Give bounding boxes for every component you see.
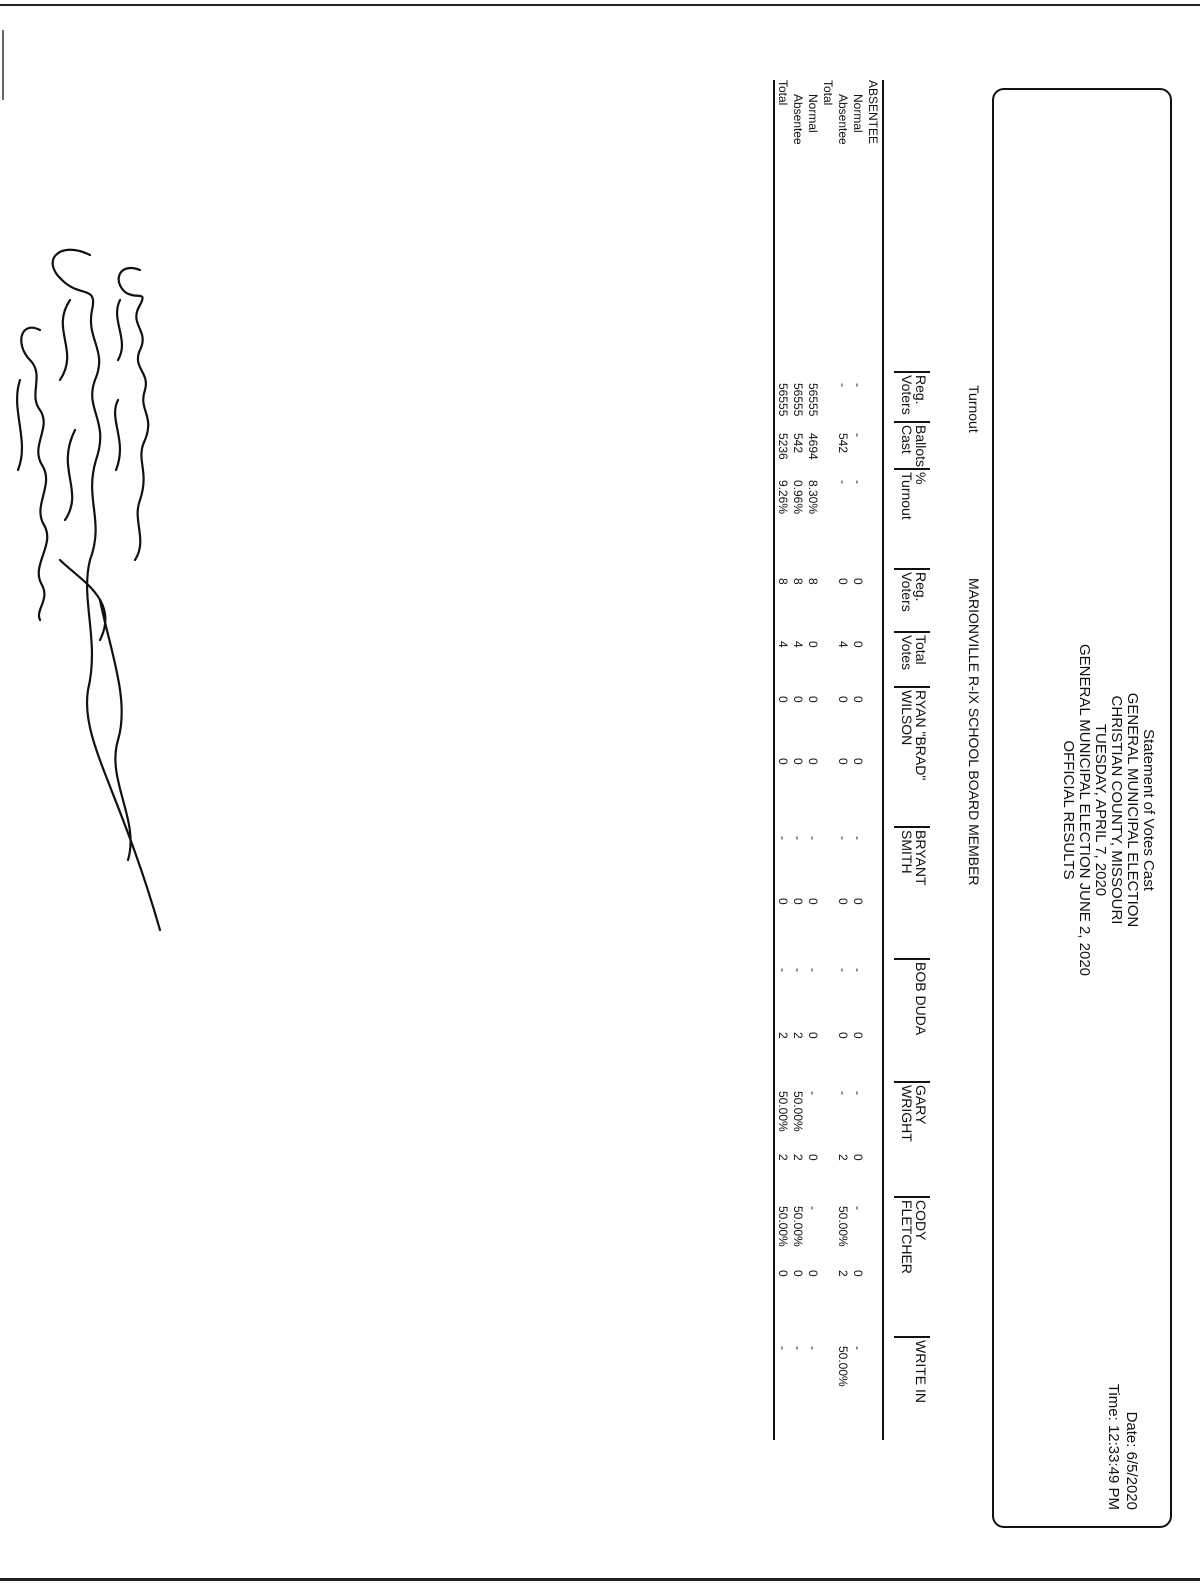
turnout-cell: 9.26%: [776, 480, 790, 515]
report-date: Date: 6/5/2020: [1123, 1411, 1140, 1510]
contest-column-header: BOB DUDA: [913, 962, 929, 1036]
contest-column-header: Reg. Voters: [899, 572, 929, 612]
vote-cell: 4: [836, 641, 850, 648]
vote-cell: 50.00%: [791, 1091, 805, 1132]
vote-cell: -: [851, 1346, 865, 1350]
vote-cell: 8: [806, 578, 820, 585]
turnout-column-header: Ballots Cast: [899, 425, 929, 468]
vote-cell: 50.00%: [836, 1206, 850, 1247]
vote-cell: 0: [806, 1154, 820, 1161]
vote-cell: -: [851, 968, 865, 972]
vote-cell: 50.00%: [776, 1206, 790, 1247]
vote-cell: -: [791, 836, 805, 840]
turnout-cell: 8.30%: [806, 480, 820, 515]
turnout-cell: 56555: [791, 383, 805, 417]
vote-cell: 0: [791, 696, 805, 703]
contest-column-header: BRYANT SMITH: [899, 830, 929, 886]
vote-cell: 0: [806, 696, 820, 703]
turnout-cell: 56555: [806, 383, 820, 417]
vote-cell: 2: [836, 1154, 850, 1161]
vote-cell: -: [806, 836, 820, 840]
turnout-label: Turnout: [966, 385, 982, 433]
turnout-cell: 542: [791, 433, 805, 454]
vote-cell: -: [851, 1206, 865, 1210]
vote-cell: -: [791, 1346, 805, 1350]
contest-label: MARIONVILLE R-IX SCHOOL BOARD MEMBER: [966, 578, 982, 886]
vote-cell: 4: [776, 641, 790, 648]
vote-cell: 0: [776, 758, 790, 765]
table-row-label: Normal: [806, 94, 820, 133]
vote-cell: 0: [851, 898, 865, 905]
vote-cell: -: [806, 1091, 820, 1095]
turnout-cell: 56555: [776, 383, 790, 417]
vote-cell: 50.00%: [836, 1346, 850, 1387]
vote-cell: -: [806, 1206, 820, 1210]
vote-cell: 0: [776, 696, 790, 703]
scan-edge-bottom: [0, 1578, 1200, 1581]
signature-2: [53, 250, 160, 930]
vote-cell: -: [836, 836, 850, 840]
report-title-line: CHRISTIAN COUNTY, MISSOURI: [1108, 695, 1125, 925]
vote-cell: 0: [851, 1270, 865, 1277]
table-row-label: Normal: [851, 94, 865, 133]
contest-column-header: WRITE IN: [913, 1340, 929, 1403]
vote-cell: 8: [776, 578, 790, 585]
turnout-cell: 5236: [776, 433, 790, 460]
report-title-line: Statement of Votes Cast: [1140, 729, 1157, 891]
vote-cell: 0: [851, 1154, 865, 1161]
vote-cell: 0: [851, 696, 865, 703]
table-row-label: Total: [821, 80, 835, 106]
turnout-column-header: % Turnout: [899, 472, 929, 520]
turnout-column-header: Reg. Voters: [899, 375, 929, 415]
vote-cell: 2: [776, 1032, 790, 1039]
vote-cell: 0: [836, 898, 850, 905]
vote-cell: 0: [791, 1270, 805, 1277]
report-time: Time: 12:33:49 PM: [1105, 1383, 1122, 1510]
turnout-cell: -: [851, 433, 865, 437]
turnout-cell: 542: [836, 433, 850, 454]
vote-cell: 0: [806, 1032, 820, 1039]
vote-cell: -: [791, 968, 805, 972]
vote-cell: 0: [851, 758, 865, 765]
contest-column-header: CODY FLETCHER: [899, 1200, 929, 1274]
turnout-cell: -: [851, 383, 865, 387]
vote-cell: 0: [806, 1270, 820, 1277]
vote-cell: 0: [851, 1032, 865, 1039]
vote-cell: -: [851, 836, 865, 840]
contest-column-header: Total Votes: [899, 635, 929, 671]
vote-cell: 0: [851, 641, 865, 648]
vote-cell: 50.00%: [776, 1091, 790, 1132]
vote-cell: 2: [776, 1154, 790, 1161]
turnout-cell: 4694: [806, 433, 820, 460]
signature-3: [21, 328, 47, 620]
vote-cell: 0: [836, 1032, 850, 1039]
vote-cell: -: [836, 1091, 850, 1095]
vote-cell: 0: [836, 758, 850, 765]
report-title-line: GENERAL MUNICIPAL ELECTION: [1124, 692, 1141, 928]
report-title-line: OFFICIAL RESULTS: [1060, 740, 1077, 880]
vote-cell: -: [776, 1346, 790, 1350]
turnout-cell: -: [836, 480, 850, 484]
vote-cell: 2: [791, 1032, 805, 1039]
table-row-label: Absentee: [836, 94, 850, 145]
turnout-cell: 0.96%: [791, 480, 805, 515]
vote-cell: 4: [791, 641, 805, 648]
vote-cell: -: [851, 1091, 865, 1095]
contest-column-header: RYAN "BRAD" WILSON: [899, 690, 929, 781]
table-row-label: Absentee: [791, 94, 805, 145]
vote-cell: -: [806, 1346, 820, 1350]
vote-cell: 0: [776, 898, 790, 905]
vote-cell: 0: [776, 1270, 790, 1277]
vote-cell: 0: [836, 578, 850, 585]
vote-cell: 0: [806, 758, 820, 765]
report-title-line: TUESDAY, APRIL 7, 2020: [1092, 723, 1109, 897]
vote-cell: 2: [836, 1270, 850, 1277]
vote-cell: 0: [791, 898, 805, 905]
vote-cell: 0: [791, 758, 805, 765]
vote-cell: 0: [806, 898, 820, 905]
vote-cell: 2: [791, 1154, 805, 1161]
vote-cell: 50.00%: [791, 1206, 805, 1247]
vote-cell: -: [836, 968, 850, 972]
signature-1: [119, 268, 149, 560]
table-row-label: ABSENTEE: [866, 80, 880, 145]
vote-cell: 8: [791, 578, 805, 585]
vote-cell: 0: [836, 696, 850, 703]
vote-cell: -: [776, 968, 790, 972]
signature-3-tail: [17, 380, 131, 860]
turnout-cell: -: [851, 480, 865, 484]
report-title-line: GENERAL MUNICIPAL ELECTION JUNE 2, 2020: [1076, 643, 1093, 977]
vote-cell: 0: [806, 641, 820, 648]
signature-1-tail: [115, 300, 122, 470]
vote-cell: -: [806, 968, 820, 972]
turnout-cell: -: [836, 383, 850, 387]
vote-cell: 0: [851, 578, 865, 585]
table-row-label: Total: [776, 80, 790, 106]
vote-cell: -: [776, 836, 790, 840]
contest-column-header: GARY WRIGHT: [899, 1085, 929, 1142]
